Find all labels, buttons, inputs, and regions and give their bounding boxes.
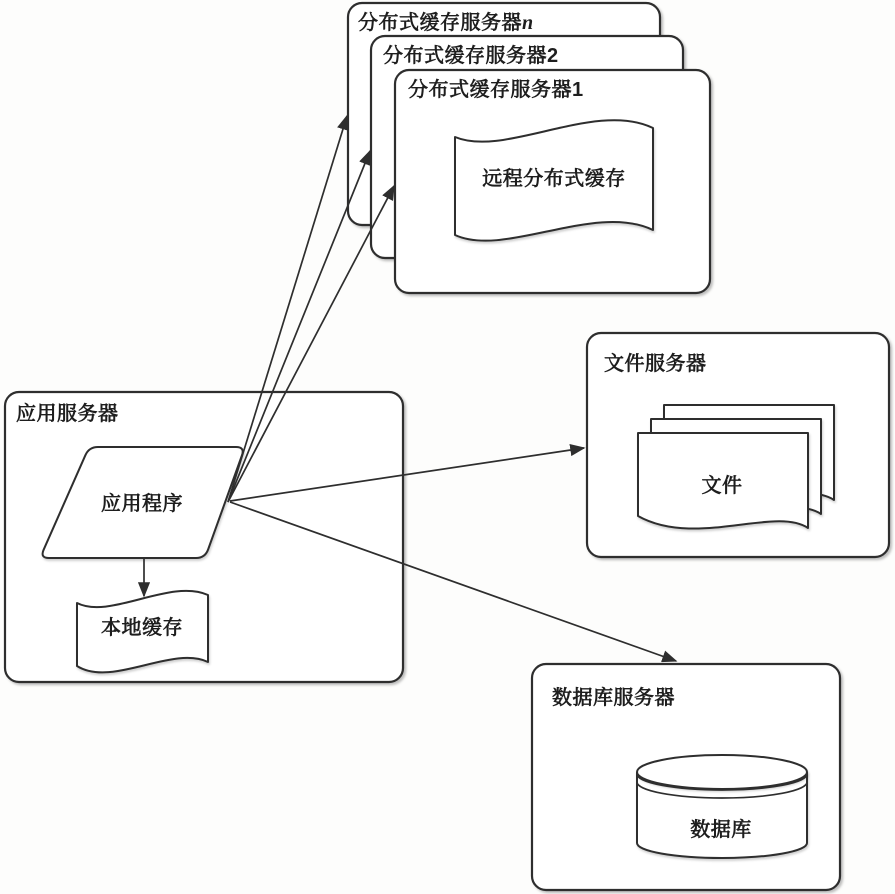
- document-stack: [638, 405, 834, 529]
- database-cylinder: [637, 755, 807, 858]
- app-server-label: 应用服务器: [16, 403, 119, 425]
- file-server-box: [587, 333, 889, 557]
- application-label: 应用程序: [101, 493, 183, 515]
- db-server-label: 数据库服务器: [552, 687, 675, 709]
- cache-server-n-label: 分布式缓存服务器n: [358, 12, 534, 34]
- app-server-box: [5, 392, 403, 682]
- local-cache-label: 本地缓存: [101, 617, 183, 639]
- cache-server-1-box: [395, 70, 710, 293]
- files-label: 文件: [701, 475, 743, 497]
- cache-server-1-label: 分布式缓存服务器1: [408, 79, 584, 101]
- file-server-label: 文件服务器: [604, 353, 707, 375]
- remote-cache-label: 远程分布式缓存: [482, 168, 626, 190]
- cylinder-top: [637, 755, 807, 789]
- database-server-box: [532, 664, 840, 890]
- cache-server-2-label: 分布式缓存服务器2: [383, 45, 559, 67]
- database-label: 数据库: [690, 819, 752, 841]
